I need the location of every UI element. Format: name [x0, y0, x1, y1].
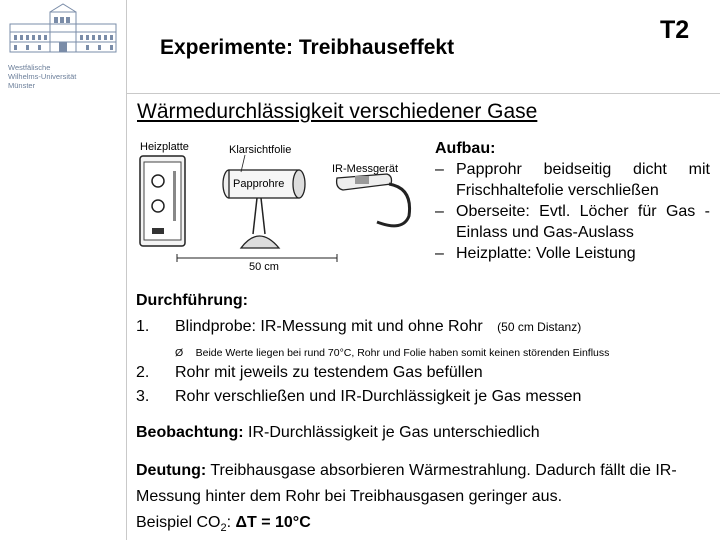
vertical-divider: [126, 0, 127, 540]
example-subscript: 2: [220, 522, 227, 535]
university-logo: [4, 2, 122, 94]
castle-logo-icon: [4, 2, 122, 58]
step-text: [175, 318, 581, 336]
example-value: ΔT = 10°C: [235, 514, 311, 531]
logo-line-3: Münster: [8, 81, 36, 90]
example-colon: :: [226, 514, 236, 531]
step-1: [136, 318, 716, 338]
aufbau-section: [435, 138, 710, 264]
bullet-dash: –: [435, 161, 444, 178]
label-papprohre: Papprohre: [233, 178, 285, 190]
page-title: Experimente: Treibhauseffekt: [160, 36, 455, 59]
aufbau-item-text: Heizplatte: Volle Leistung: [456, 245, 636, 262]
step-1-text: Blindprobe: IR-Messung mit und ohne Rohr: [175, 318, 483, 335]
logo-line-2: Wilhelms-Universität: [8, 72, 77, 81]
deutung-label: Deutung:: [136, 462, 207, 479]
label-ir-messgeraet: IR-Messgerät: [332, 163, 399, 175]
beobachtung-text: IR-Durchlässigkeit je Gas unterschiedlich: [243, 424, 540, 441]
ir-thermometer-icon: [337, 174, 410, 226]
beobachtung-label: Beobachtung:: [136, 424, 244, 441]
bullet-dash: –: [435, 203, 444, 220]
label-distance: 50 cm: [249, 261, 279, 273]
step-3: [136, 388, 716, 408]
deutung-paragraph: [136, 458, 716, 510]
deutung-example: [136, 510, 716, 541]
aufbau-item-text: Papprohr beidseitig dicht mit Frischhaltefolie verschließen: [456, 161, 710, 199]
logo-line-1: Westfälische: [8, 63, 51, 72]
deutung-section: [136, 458, 716, 541]
durchfuehrung-heading: Durchführung:: [136, 292, 248, 309]
horizontal-divider: [126, 93, 720, 94]
beobachtung-section: [136, 424, 540, 442]
bullet-dash: –: [435, 245, 444, 262]
step-number: 1.: [136, 318, 150, 335]
aufbau-item-2: [435, 201, 710, 243]
arrow-bullet-icon: Ø: [175, 347, 184, 359]
step-number: 3.: [136, 388, 150, 405]
aufbau-item-3: [435, 243, 710, 264]
step-1-subnote: [175, 343, 609, 361]
deutung-text: Treibhausgase absorbieren Wärmestrahlung. Dadurch fällt die IR-Messung hinter dem Rohr bei Treibhausgasen geringer aus.: [136, 462, 677, 505]
step-2-text: Rohr mit jeweils zu testendem Gas befüllen: [175, 364, 483, 381]
heating-plate-icon: [140, 156, 185, 246]
setup-figure: [137, 136, 429, 274]
subnote-text: Beide Werte liegen bei rund 70°C, Rohr und Folie haben somit keinen störenden Einfluss: [195, 347, 610, 359]
aufbau-heading: Aufbau:: [435, 140, 496, 157]
step-2: [136, 364, 716, 384]
label-klarsichtfolie: Klarsichtfolie: [229, 144, 292, 156]
step-1-note: (50 cm Distanz): [497, 320, 582, 334]
example-prefix: Beispiel CO: [136, 514, 221, 531]
aufbau-item-1: [435, 159, 710, 201]
aufbau-item-text: Oberseite: Evtl. Löcher für Gas -Einlass und Gas-Auslass: [456, 203, 710, 241]
step-3-text: Rohr verschließen und IR-Durchlässigkeit je Gas messen: [175, 388, 582, 405]
label-heizplatte: Heizplatte: [140, 141, 189, 153]
slide-tag: T2: [660, 16, 690, 44]
slide-subtitle: Wärmedurchlässigkeit verschiedener Gase: [137, 100, 538, 123]
step-number: 2.: [136, 364, 150, 381]
